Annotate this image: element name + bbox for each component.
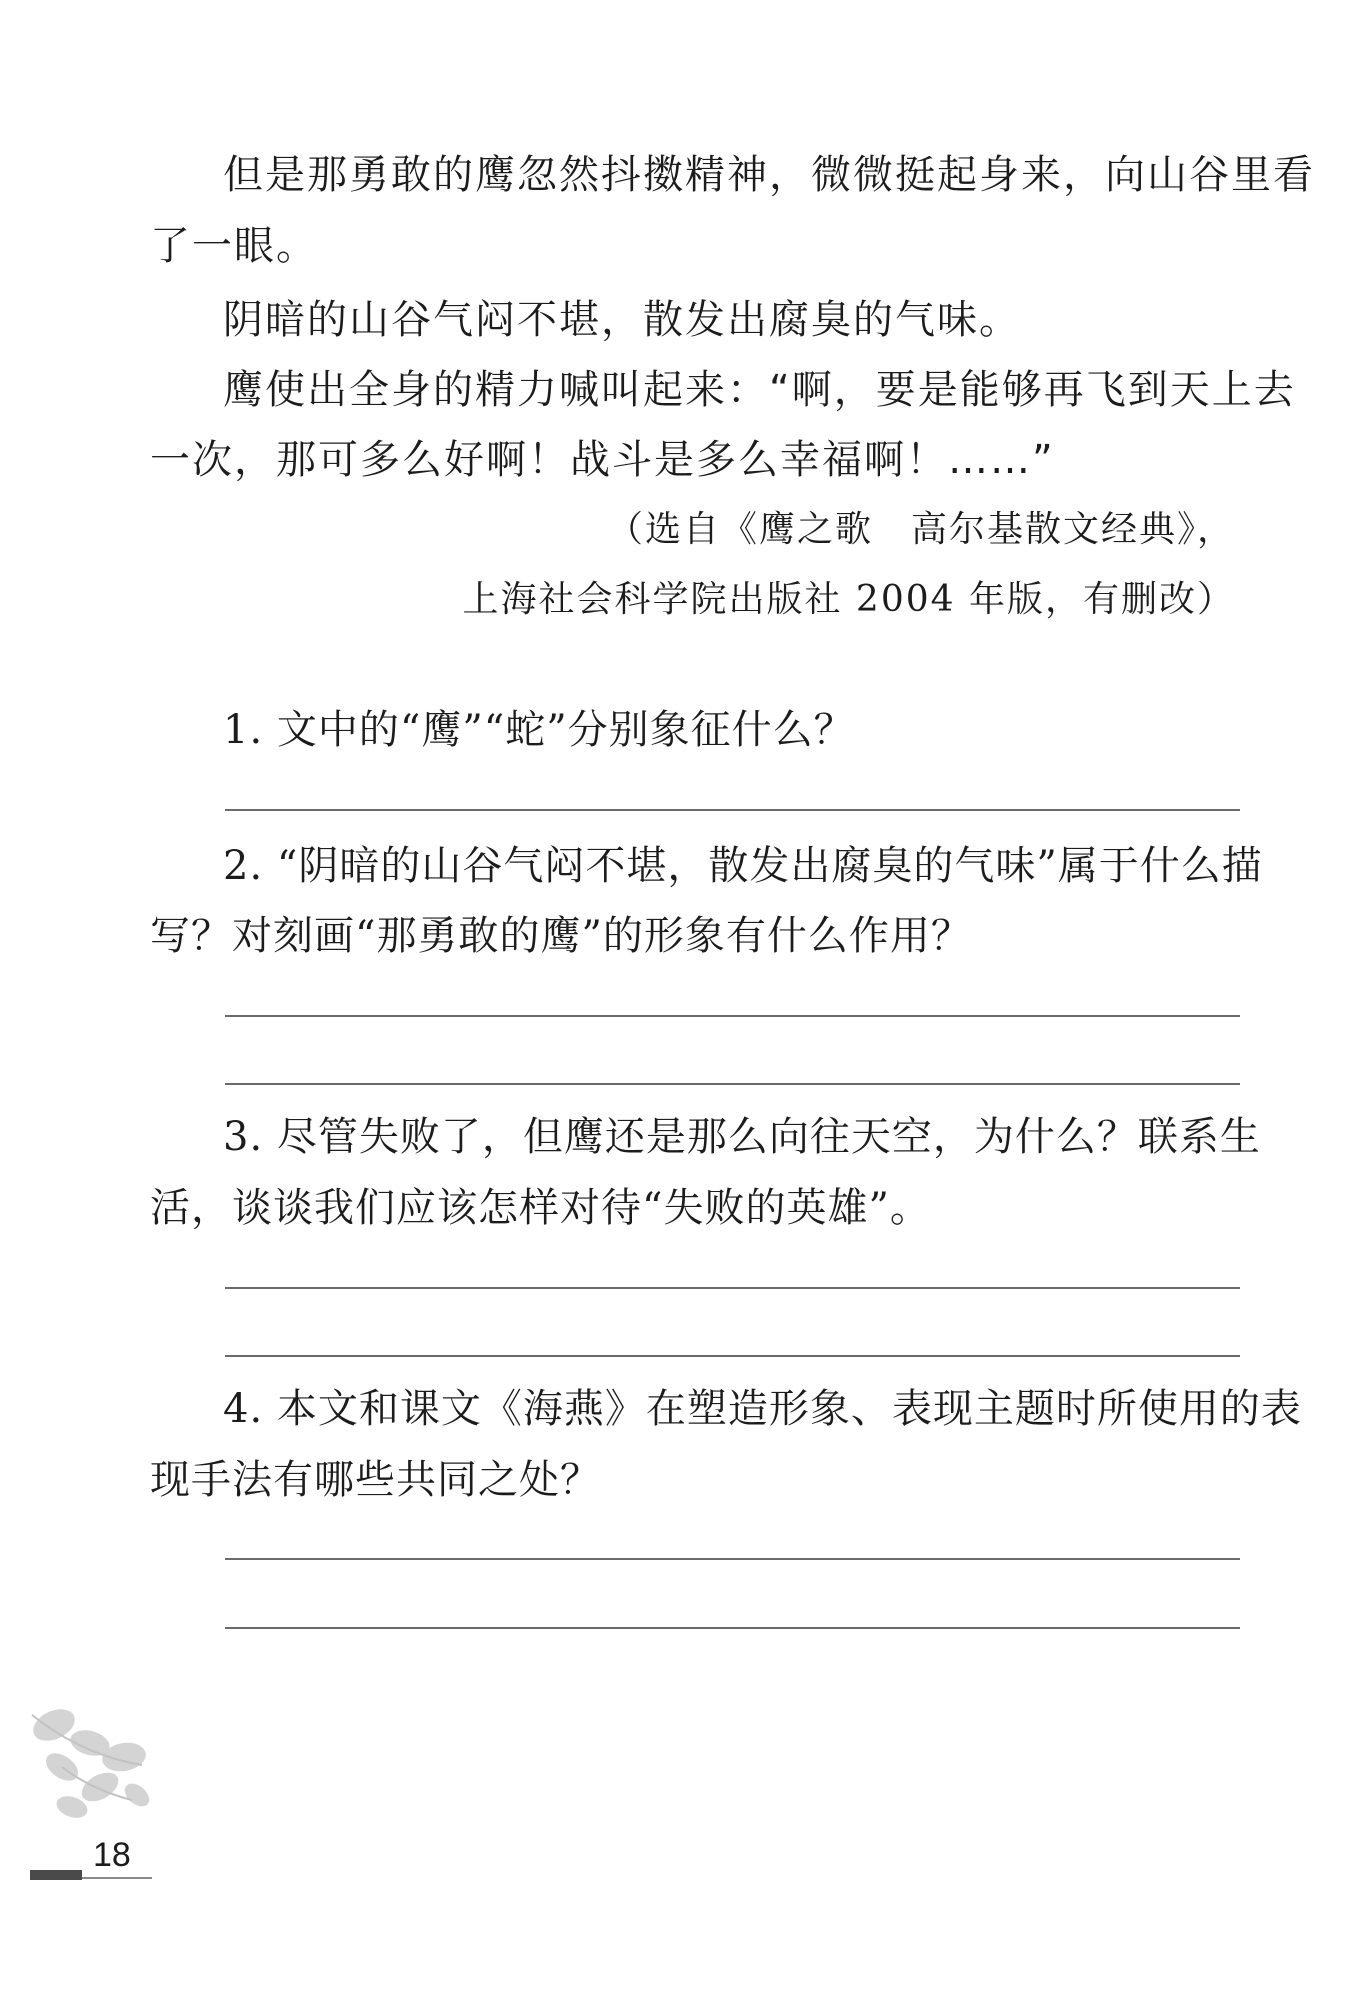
passage-line-3: 阴暗的山谷气闷不堪，散发出腐臭的气味。 — [223, 297, 1021, 343]
question-3-line-1: 3. 尽管失败了，但鹰还是那么向往天空，为什么？联系生 — [223, 1114, 1261, 1160]
question-2-line-1: 2. “阴暗的山谷气闷不堪，散发出腐臭的气味”属于什么描 — [223, 843, 1263, 889]
answer-line-q3-1[interactable] — [225, 1287, 1240, 1289]
footer-rule — [82, 1877, 152, 1879]
answer-line-q3-2[interactable] — [225, 1355, 1240, 1357]
footer-bar — [30, 1870, 82, 1880]
passage-line-2: 了一眼。 — [150, 223, 318, 269]
answer-line-q1[interactable] — [225, 809, 1240, 811]
answer-line-q4-2[interactable] — [225, 1627, 1240, 1629]
question-3-line-2: 活，谈谈我们应该怎样对待“失败的英雄”。 — [150, 1185, 931, 1231]
answer-line-q2-1[interactable] — [225, 1015, 1240, 1017]
passage-line-4: 鹰使出全身的精力喊叫起来：“啊，要是能够再飞到天上去 — [223, 367, 1296, 413]
passage-line-1: 但是那勇敢的鹰忽然抖擞精神，微微挺起身来，向山谷里看 — [223, 152, 1315, 198]
page-number: 18 — [93, 1836, 131, 1874]
question-2-line-2: 写？对刻画“那勇敢的鹰”的形象有什么作用？ — [150, 913, 972, 959]
answer-line-q2-2[interactable] — [225, 1083, 1240, 1085]
question-4-line-2: 现手法有哪些共同之处？ — [150, 1457, 601, 1503]
question-1: 1. 文中的“鹰”“蛇”分别象征什么？ — [223, 707, 855, 753]
source-citation-line-2: 上海社会科学院出版社 2004 年版，有删改） — [462, 579, 1235, 620]
question-4-line-1: 4. 本文和课文《海燕》在塑造形象、表现主题时所使用的表 — [223, 1386, 1302, 1432]
leaf-ornament-icon — [22, 1695, 162, 1835]
answer-line-q4-1[interactable] — [225, 1558, 1240, 1560]
source-citation-line-1: （选自《鹰之歌 高尔基散文经典》， — [606, 509, 1235, 550]
passage-line-5: 一次，那可多么好啊！战斗是多么幸福啊！……” — [150, 437, 1055, 483]
